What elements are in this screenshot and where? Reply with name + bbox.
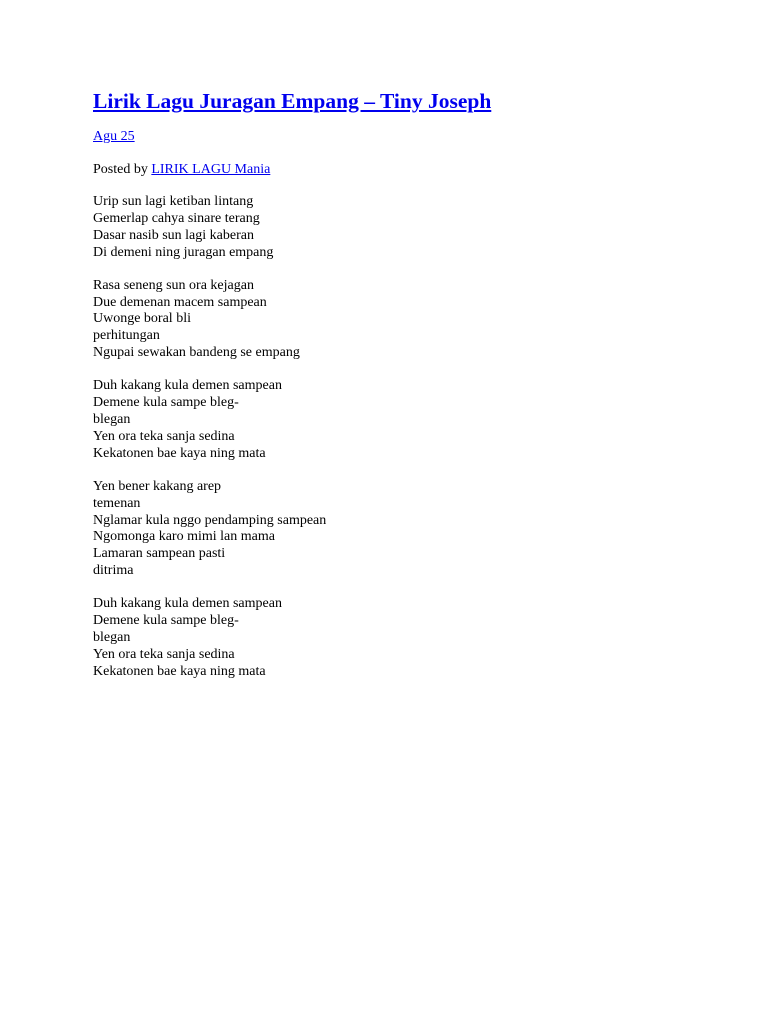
lyrics-body [93, 194, 733, 681]
lyric-line: Gemerlap cahya sinare terang [93, 210, 260, 226]
lyric-line: Kekatonen bae kaya ning mata [93, 663, 266, 679]
post-title [93, 86, 733, 116]
post-byline [93, 161, 733, 178]
author-link[interactable]: LIRIK LAGU Mania [151, 162, 271, 177]
lyric-line: Demene kula sampe bleg- [93, 613, 239, 629]
lyric-line: Yen ora teka sanja sedina [93, 646, 235, 662]
lyric-line: Yen ora teka sanja sedina [93, 428, 235, 444]
lyric-line: Uwonge boral bli [93, 311, 191, 327]
lyric-line: Due demenan macem sampean [93, 294, 267, 310]
lyrics-stanza [93, 278, 733, 363]
lyrics-stanza [93, 378, 733, 463]
document-page [93, 86, 733, 681]
lyrics-stanza [93, 596, 733, 681]
lyric-line: Duh kakang kula demen sampean [93, 378, 282, 394]
lyrics-stanza [93, 479, 733, 580]
lyric-line: Demene kula sampe bleg- [93, 395, 239, 411]
lyric-line: Rasa seneng sun ora kejagan [93, 277, 254, 293]
lyric-line: Kekatonen bae kaya ning mata [93, 445, 266, 461]
post-title-link[interactable]: Lirik Lagu Juragan Empang – Tiny Joseph [93, 89, 492, 113]
lyrics-stanza [93, 194, 733, 262]
lyric-line: Ngupai sewakan bandeng se empang [93, 345, 300, 361]
posted-by-label: Posted by [93, 162, 152, 177]
lyric-line: Di demeni ning juragan empang [93, 244, 274, 260]
lyric-line: blegan [93, 411, 131, 427]
post-date-link[interactable]: Agu 25 [93, 129, 135, 144]
lyric-line: temenan [93, 495, 141, 511]
lyric-line: ditrima [93, 563, 134, 579]
lyric-line: Nglamar kula nggo pendamping sampean [93, 512, 327, 528]
lyric-line: Ngomonga karo mimi lan mama [93, 529, 275, 545]
lyric-line: Dasar nasib sun lagi kaberan [93, 227, 254, 243]
lyric-line: perhitungan [93, 328, 160, 344]
lyric-line: Urip sun lagi ketiban lintang [93, 194, 254, 209]
lyric-line: Yen bener kakang arep [93, 478, 222, 494]
lyric-line: Duh kakang kula demen sampean [93, 596, 282, 612]
post-date [93, 128, 733, 145]
lyric-line: Lamaran sampean pasti [93, 546, 226, 562]
lyric-line: blegan [93, 629, 131, 645]
